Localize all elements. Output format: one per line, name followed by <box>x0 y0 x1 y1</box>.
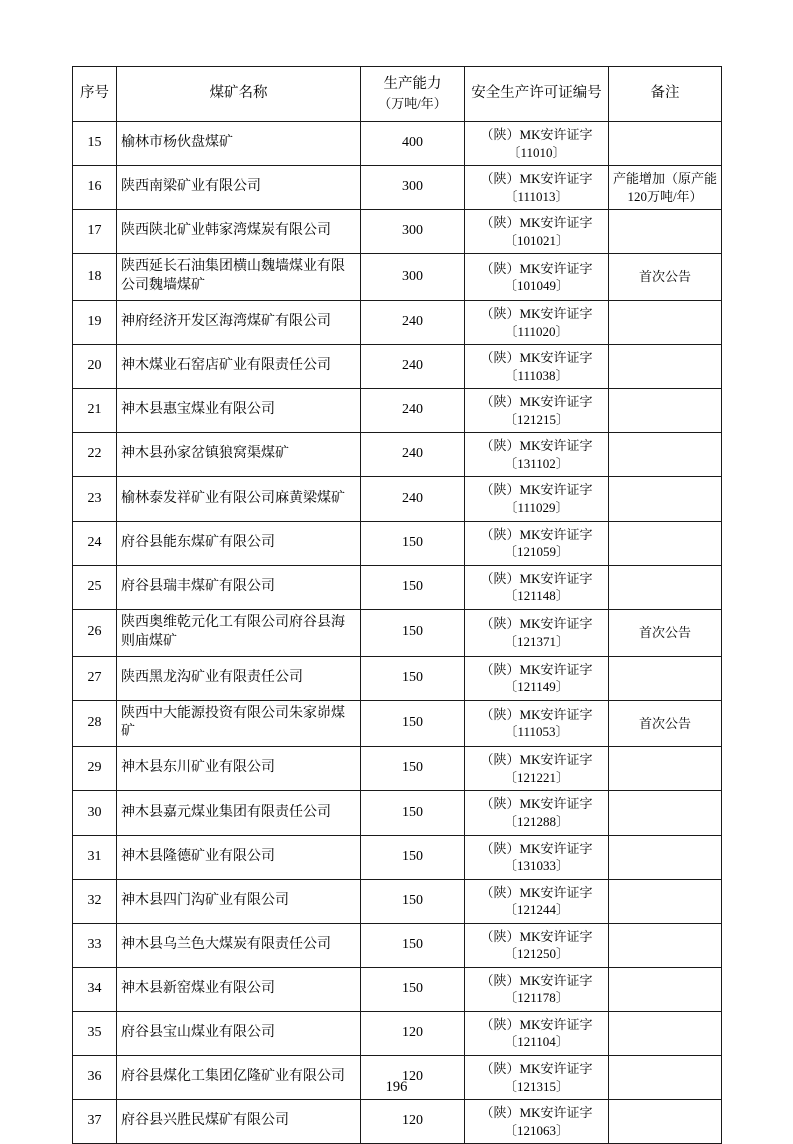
cell-note: 首次公告 <box>609 609 722 656</box>
table-row <box>73 345 722 389</box>
cell-mine-name: 府谷县宝山煤业有限公司 <box>117 1011 361 1055</box>
cell-note <box>609 345 722 389</box>
cell-index: 36 <box>73 1056 117 1100</box>
cell-capacity: 120 <box>361 1011 465 1055</box>
cell-note <box>609 389 722 433</box>
table-row <box>73 967 722 1011</box>
cell-index: 22 <box>73 433 117 477</box>
cell-note <box>609 656 722 700</box>
cell-mine-name: 神木县隆德矿业有限公司 <box>117 835 361 879</box>
cell-note <box>609 967 722 1011</box>
cell-license: （陕）MK安许证字〔121315〕 <box>465 1056 609 1100</box>
cell-capacity: 150 <box>361 747 465 791</box>
cell-capacity: 240 <box>361 389 465 433</box>
cell-index: 28 <box>73 700 117 747</box>
table-row <box>73 166 722 210</box>
column-header-name: 煤矿名称 <box>117 67 361 122</box>
cell-note <box>609 879 722 923</box>
cell-index: 15 <box>73 122 117 166</box>
cell-mine-name: 神木煤业石窑店矿业有限责任公司 <box>117 345 361 389</box>
cell-capacity: 150 <box>361 609 465 656</box>
cell-mine-name: 神木县嘉元煤业集团有限责任公司 <box>117 791 361 835</box>
cell-index: 21 <box>73 389 117 433</box>
cell-license: （陕）MK安许证字〔121221〕 <box>465 747 609 791</box>
cell-license: （陕）MK安许证字〔111038〕 <box>465 345 609 389</box>
cell-index: 23 <box>73 477 117 521</box>
cell-license: （陕）MK安许证字〔111053〕 <box>465 700 609 747</box>
cell-index: 17 <box>73 210 117 254</box>
cell-license: （陕）MK安许证字〔121250〕 <box>465 923 609 967</box>
table-row <box>73 389 722 433</box>
cell-note <box>609 122 722 166</box>
cell-mine-name: 府谷县煤化工集团亿隆矿业有限公司 <box>117 1056 361 1100</box>
cell-index: 31 <box>73 835 117 879</box>
cell-capacity: 400 <box>361 122 465 166</box>
cell-note: 首次公告 <box>609 254 722 301</box>
cell-mine-name: 陕西黑龙沟矿业有限责任公司 <box>117 656 361 700</box>
cell-mine-name: 府谷县瑞丰煤矿有限公司 <box>117 565 361 609</box>
page-number: 196 <box>385 1079 408 1095</box>
cell-capacity: 150 <box>361 923 465 967</box>
cell-index: 29 <box>73 747 117 791</box>
cell-index: 33 <box>73 923 117 967</box>
cell-index: 25 <box>73 565 117 609</box>
cell-note <box>609 433 722 477</box>
cell-capacity: 150 <box>361 879 465 923</box>
cell-license: （陕）MK安许证字〔111020〕 <box>465 301 609 345</box>
cell-mine-name: 神木县四门沟矿业有限公司 <box>117 879 361 923</box>
cell-mine-name: 神木县孙家岔镇狼窝渠煤矿 <box>117 433 361 477</box>
cell-capacity: 120 <box>361 1056 465 1100</box>
column-header-license: 安全生产许可证编号 <box>465 67 609 122</box>
cell-capacity: 300 <box>361 254 465 301</box>
table-row <box>73 433 722 477</box>
cell-mine-name: 神木县惠宝煤业有限公司 <box>117 389 361 433</box>
cell-index: 30 <box>73 791 117 835</box>
table-row <box>73 1011 722 1055</box>
cell-note <box>609 923 722 967</box>
cell-capacity: 300 <box>361 210 465 254</box>
cell-capacity: 150 <box>361 700 465 747</box>
column-header-index: 序号 <box>73 67 117 122</box>
table-header-row <box>73 67 722 122</box>
cell-license: （陕）MK安许证字〔111013〕 <box>465 166 609 210</box>
table-row <box>73 791 722 835</box>
cell-mine-name: 陕西南梁矿业有限公司 <box>117 166 361 210</box>
cell-index: 26 <box>73 609 117 656</box>
cell-note <box>609 747 722 791</box>
table-body <box>73 122 722 1144</box>
cell-license: （陕）MK安许证字〔121149〕 <box>465 656 609 700</box>
cell-capacity: 240 <box>361 477 465 521</box>
cell-license: （陕）MK安许证字〔121288〕 <box>465 791 609 835</box>
cell-capacity: 120 <box>361 1100 465 1144</box>
cell-license: （陕）MK安许证字〔121148〕 <box>465 565 609 609</box>
cell-index: 27 <box>73 656 117 700</box>
cell-license: （陕）MK安许证字〔121059〕 <box>465 521 609 565</box>
cell-note <box>609 791 722 835</box>
cell-index: 35 <box>73 1011 117 1055</box>
cell-note <box>609 835 722 879</box>
cell-license: （陕）MK安许证字〔131102〕 <box>465 433 609 477</box>
coal-mine-table <box>72 66 722 1144</box>
table-row <box>73 700 722 747</box>
table-row <box>73 301 722 345</box>
table-row <box>73 521 722 565</box>
cell-index: 18 <box>73 254 117 301</box>
cell-mine-name: 陕西延长石油集团横山魏墙煤业有限公司魏墙煤矿 <box>117 254 361 301</box>
cell-mine-name: 神府经济开发区海湾煤矿有限公司 <box>117 301 361 345</box>
cell-note <box>609 210 722 254</box>
cell-index: 37 <box>73 1100 117 1144</box>
cell-license: （陕）MK安许证字〔101049〕 <box>465 254 609 301</box>
cell-index: 16 <box>73 166 117 210</box>
cell-capacity: 300 <box>361 166 465 210</box>
cell-capacity: 150 <box>361 521 465 565</box>
cell-capacity: 150 <box>361 835 465 879</box>
cell-license: （陕）MK安许证字〔121244〕 <box>465 879 609 923</box>
cell-license: （陕）MK安许证字〔101021〕 <box>465 210 609 254</box>
cell-mine-name: 府谷县能东煤矿有限公司 <box>117 521 361 565</box>
cell-note: 首次公告 <box>609 700 722 747</box>
cell-note: 产能增加（原产能120万吨/年） <box>609 166 722 210</box>
table-row <box>73 477 722 521</box>
cell-license: （陕）MK安许证字〔131033〕 <box>465 835 609 879</box>
cell-capacity: 150 <box>361 656 465 700</box>
table-row <box>73 609 722 656</box>
cell-index: 24 <box>73 521 117 565</box>
table-row <box>73 565 722 609</box>
column-header-capacity-line2: （万吨/年） <box>378 96 447 111</box>
cell-license: （陕）MK安许证字〔11010〕 <box>465 122 609 166</box>
cell-note <box>609 477 722 521</box>
table-row <box>73 879 722 923</box>
cell-license: （陕）MK安许证字〔121104〕 <box>465 1011 609 1055</box>
cell-capacity: 150 <box>361 967 465 1011</box>
table-row <box>73 656 722 700</box>
cell-license: （陕）MK安许证字〔121178〕 <box>465 967 609 1011</box>
table-header <box>73 67 722 122</box>
table-row <box>73 210 722 254</box>
cell-mine-name: 陕西奥维乾元化工有限公司府谷县海则庙煤矿 <box>117 609 361 656</box>
cell-mine-name: 陕西陕北矿业韩家湾煤炭有限公司 <box>117 210 361 254</box>
cell-license: （陕）MK安许证字〔121063〕 <box>465 1100 609 1144</box>
cell-index: 34 <box>73 967 117 1011</box>
table-row <box>73 122 722 166</box>
cell-capacity: 240 <box>361 345 465 389</box>
cell-note <box>609 521 722 565</box>
table-row <box>73 747 722 791</box>
cell-mine-name: 榆林市杨伙盘煤矿 <box>117 122 361 166</box>
cell-mine-name: 陕西中大能源投资有限公司朱家峁煤矿 <box>117 700 361 747</box>
cell-mine-name: 神木县新窑煤业有限公司 <box>117 967 361 1011</box>
column-header-note: 备注 <box>609 67 722 122</box>
cell-index: 20 <box>73 345 117 389</box>
cell-capacity: 150 <box>361 791 465 835</box>
cell-note <box>609 301 722 345</box>
table-row <box>73 835 722 879</box>
cell-note <box>609 565 722 609</box>
cell-capacity: 240 <box>361 301 465 345</box>
cell-capacity: 240 <box>361 433 465 477</box>
column-header-capacity <box>361 67 465 122</box>
cell-mine-name: 榆林泰发祥矿业有限公司麻黄梁煤矿 <box>117 477 361 521</box>
cell-license: （陕）MK安许证字〔121215〕 <box>465 389 609 433</box>
cell-note <box>609 1011 722 1055</box>
cell-capacity: 150 <box>361 565 465 609</box>
cell-license: （陕）MK安许证字〔111029〕 <box>465 477 609 521</box>
cell-mine-name: 府谷县兴胜民煤矿有限公司 <box>117 1100 361 1144</box>
cell-mine-name: 神木县东川矿业有限公司 <box>117 747 361 791</box>
cell-index: 32 <box>73 879 117 923</box>
cell-index: 19 <box>73 301 117 345</box>
cell-license: （陕）MK安许证字〔121371〕 <box>465 609 609 656</box>
cell-mine-name: 神木县乌兰色大煤炭有限责任公司 <box>117 923 361 967</box>
column-header-capacity-line1: 生产能力 <box>383 76 442 93</box>
table-row <box>73 923 722 967</box>
table-row <box>73 254 722 301</box>
